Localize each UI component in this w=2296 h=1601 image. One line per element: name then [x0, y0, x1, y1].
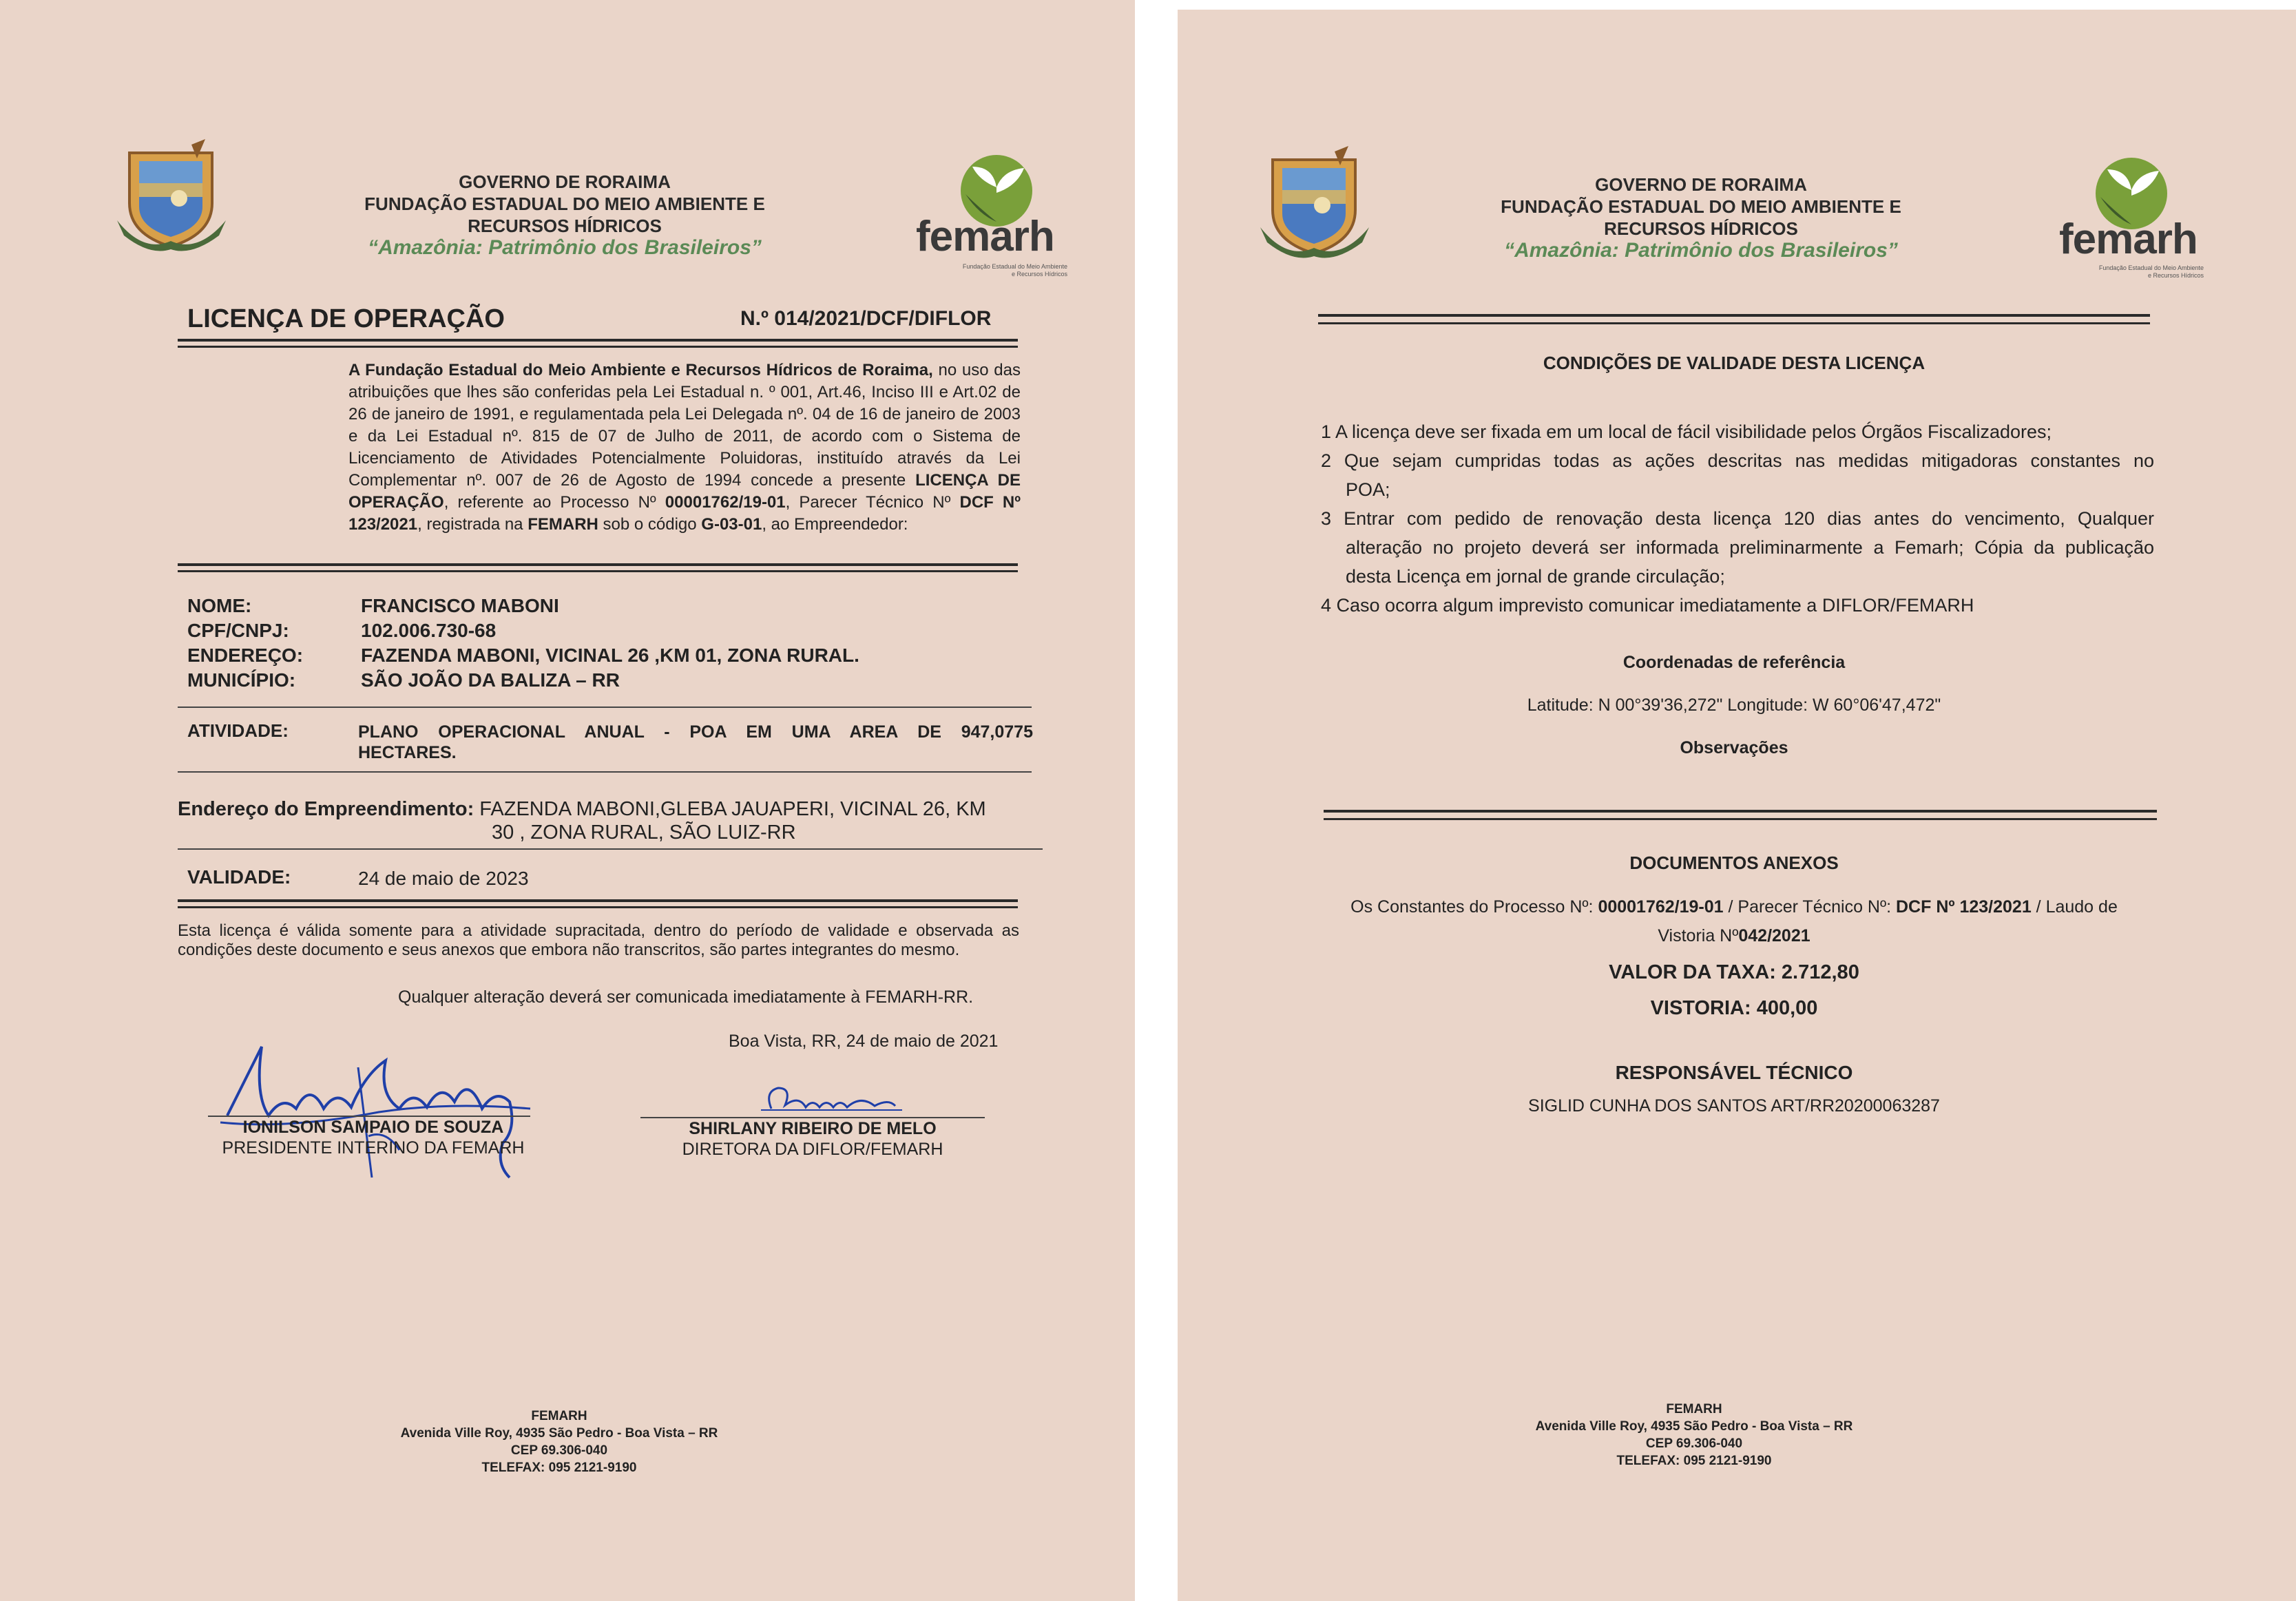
change-note: Qualquer alteração deverá ser comunicada imediatamente à FEMARH-RR.	[398, 987, 974, 1007]
header-motto: “Amazônia: Patrimônio dos Brasileiros”	[1504, 239, 1898, 262]
conditions-list	[1321, 417, 2154, 620]
coords-value: Latitude: N 00°39'36,272" Longitude: W 60°06'47,472"	[1527, 695, 1941, 715]
intro-text-6: , ao Empreendedor:	[762, 515, 908, 534]
observacoes-title: Observações	[1680, 738, 1788, 757]
condition-3b: alteração no projeto deverá ser informada preliminarmente a Femarh; Cópia da publicação	[1346, 537, 2154, 558]
municipio-label: MUNICÍPIO:	[187, 669, 296, 691]
section-rule-2	[178, 570, 1018, 572]
roraima-coat-of-arms-icon	[116, 138, 227, 255]
condition-2b: POA;	[1346, 479, 1390, 500]
responsavel-value: SIGLID CUNHA DOS SANTOS ART/RR20200063287	[1528, 1096, 1940, 1116]
header-foundation: FUNDAÇÃO ESTADUAL DO MEIO AMBIENTE E	[364, 193, 765, 214]
endereco-emp-line-2: 30 , ZONA RURAL, SÃO LUIZ-RR	[492, 822, 796, 844]
docs-vistoria-number: 042/2021	[1738, 926, 1810, 945]
docs-process: 00001762/19-01	[1598, 897, 1724, 917]
validade-value: 24 de maio de 2023	[358, 868, 529, 889]
footer-phone: TELEFAX: 095 2121-9190	[1616, 1454, 1772, 1468]
femarh-brand-sub1: Fundação Estadual do Meio Ambiente	[962, 263, 1067, 270]
footer-org: FEMARH	[531, 1409, 587, 1423]
validade-rule	[178, 899, 1018, 902]
title-rule-2	[178, 346, 1018, 348]
intro-text-5: sob o código	[598, 515, 702, 534]
title-rule	[178, 339, 1018, 342]
femarh-brand-sub2: e Recursos Hídricos	[1011, 271, 1067, 278]
atividade-label: ATIVIDADE:	[187, 720, 289, 741]
director-signature-icon	[758, 1081, 909, 1122]
header-rule-2	[1318, 322, 2150, 324]
roraima-coat-of-arms-icon	[1259, 145, 1370, 262]
intro-parecer: DCF Nº 123/2021	[348, 493, 1021, 534]
header-foundation: FUNDAÇÃO ESTADUAL DO MEIO AMBIENTE E	[1501, 196, 1901, 217]
place-date: Boa Vista, RR, 24 de maio de 2021	[729, 1032, 999, 1051]
footer-phone: TELEFAX: 095 2121-9190	[481, 1461, 637, 1475]
intro-paragraph	[348, 359, 1021, 536]
condition-1: 1 A licença deve ser fixada em um local de fácil visibilidade pelos Órgãos Fiscalizadores;	[1321, 421, 2052, 442]
endereco-value: FAZENDA MABONI, VICINAL 26 ,KM 01, ZONA RURAL.	[361, 645, 859, 666]
taxa-value: VALOR DA TAXA: 2.712,80	[1609, 961, 1859, 983]
femarh-brand-sub2: e Recursos Hídricos	[2147, 272, 2204, 279]
president-signature-icon	[207, 1033, 565, 1191]
docs-rule-2	[1324, 818, 2157, 820]
nome-value: FRANCISCO MABONI	[361, 595, 559, 616]
fields-rule	[178, 707, 1032, 708]
license-page-1	[0, 0, 1135, 1601]
header-rule	[1318, 314, 2150, 317]
docs-text-4: Vistoria Nº	[1658, 926, 1739, 945]
responsavel-title: RESPONSÁVEL TÉCNICO	[1615, 1062, 1853, 1083]
intro-bold-2: LICENÇA DE OPERAÇÃO	[348, 471, 1021, 512]
section-rule	[178, 563, 1018, 566]
condition-3c: desta Licença em jornal de grande circulação;	[1346, 566, 1725, 587]
intro-code: G-03-01	[701, 515, 762, 534]
intro-process: 00001762/19-01	[665, 493, 786, 512]
validity-note: Esta licença é válida somente para a atividade supracitada, dentro do período de validade e observada as condições deste documento e seus anexos que embora não transcritos, são partes integrantes do mesmo.	[178, 921, 1019, 959]
docs-text-1: Os Constantes do Processo Nº:	[1350, 897, 1598, 917]
validade-label: VALIDADE:	[187, 866, 291, 888]
intro-text-1: no uso das atribuições que lhes são conferidas pela Lei Estadual n. º 001, Art.46, Inciso III e Art.02 de 26 de janeiro de 1991, e regulamentada pela Lei Delegada nº. 04 de 16 de janeiro de 2003 e da Lei Estadual nº. 815 de 07 de Julho de 2011, de acordo com o Sistema de Licenciamento de Atividades Potencialmente Poluidoras, instituído através da Lei Complementar nº. 007 de 26 de Agosto de 1994 concede a presente	[348, 361, 1021, 490]
atividade-line-1: PLANO OPERACIONAL ANUAL - POA EM UMA AREA DE 947,0775	[358, 722, 1033, 742]
conditions-title: CONDIÇÕES DE VALIDADE DESTA LICENÇA	[1543, 353, 1925, 373]
license-title: LICENÇA DE OPERAÇÃO	[187, 304, 505, 333]
sig1-title: PRESIDENTE INTERINO DA FEMARH	[222, 1138, 525, 1158]
docs-parecer: DCF Nº 123/2021	[1896, 897, 2032, 917]
footer-cep: CEP 69.306-040	[1645, 1436, 1743, 1451]
condition-2a: 2 Que sejam cumpridas todas as ações descritas nas medidas mitigadoras constantes no	[1321, 450, 2154, 471]
header-resources: RECURSOS HÍDRICOS	[1604, 218, 1798, 239]
endereco-label: ENDEREÇO:	[187, 645, 304, 666]
page1-footer	[284, 1408, 835, 1476]
femarh-brand: femarh	[2059, 216, 2198, 263]
sig2-title: DIRETORA DA DIFLOR/FEMARH	[682, 1140, 943, 1159]
endereco-emp-label: Endereço do Empreendimento:	[178, 798, 474, 820]
condition-3a: 3 Entrar com pedido de renovação desta licença 120 dias antes do vencimento, Qualquer	[1321, 508, 2154, 529]
intro-text-2: , referente ao Processo Nº	[443, 493, 665, 512]
intro-bold: A Fundação Estadual do Meio Ambiente e Recursos Hídricos de Roraima,	[348, 361, 933, 379]
condition-4: 4 Caso ocorra algum imprevisto comunicar imediatamente a DIFLOR/FEMARH	[1321, 595, 1974, 616]
validade-rule-2	[178, 906, 1018, 908]
cpf-label: CPF/CNPJ:	[187, 620, 289, 641]
license-page-2	[1178, 10, 2296, 1601]
docs-rule	[1324, 810, 2157, 813]
intro-text-3: , Parecer Técnico Nº	[785, 493, 960, 512]
municipio-value: SÃO JOÃO DA BALIZA – RR	[361, 669, 620, 691]
sig1-name: IONILSON SAMPAIO DE SOUZA	[242, 1118, 504, 1137]
page2-footer	[1419, 1401, 1970, 1469]
header-motto: “Amazônia: Patrimônio dos Brasileiros”	[368, 236, 762, 259]
docs-text-2: / Parecer Técnico Nº:	[1723, 897, 1896, 917]
header-resources: RECURSOS HÍDRICOS	[468, 216, 662, 236]
footer-address: Avenida Ville Roy, 4935 São Pedro - Boa Vista – RR	[400, 1426, 718, 1441]
cpf-value: 102.006.730-68	[361, 620, 497, 641]
endereco-rule	[178, 848, 1043, 850]
intro-femarh: FEMARH	[528, 515, 598, 534]
femarh-brand: femarh	[916, 213, 1054, 260]
atividade-rule	[178, 771, 1032, 773]
license-number: N.º 014/2021/DCF/DIFLOR	[740, 307, 992, 330]
femarh-brand-sub1: Fundação Estadual do Meio Ambiente	[2098, 264, 2204, 271]
docs-title: DOCUMENTOS ANEXOS	[1629, 852, 1839, 873]
atividade-line-2: HECTARES.	[358, 743, 457, 762]
footer-cep: CEP 69.306-040	[510, 1443, 608, 1458]
nome-label: NOME:	[187, 595, 252, 616]
header-gov: GOVERNO DE RORAIMA	[459, 171, 671, 192]
endereco-emp-line-1: FAZENDA MABONI,GLEBA JAUAPERI, VICINAL 26, KM	[479, 798, 986, 820]
vistoria-value: VISTORIA: 400,00	[1650, 997, 1818, 1019]
coords-title: Coordenadas de referência	[1622, 653, 1846, 672]
header-gov: GOVERNO DE RORAIMA	[1595, 174, 1807, 195]
docs-text	[1304, 892, 2164, 950]
sig2-name: SHIRLANY RIBEIRO DE MELO	[689, 1119, 937, 1138]
footer-org: FEMARH	[1666, 1402, 1722, 1416]
docs-text-3: / Laudo de	[2031, 897, 2118, 917]
intro-text-4: , registrada na	[417, 515, 528, 534]
footer-address: Avenida Ville Roy, 4935 São Pedro - Boa Vista – RR	[1535, 1419, 1853, 1434]
